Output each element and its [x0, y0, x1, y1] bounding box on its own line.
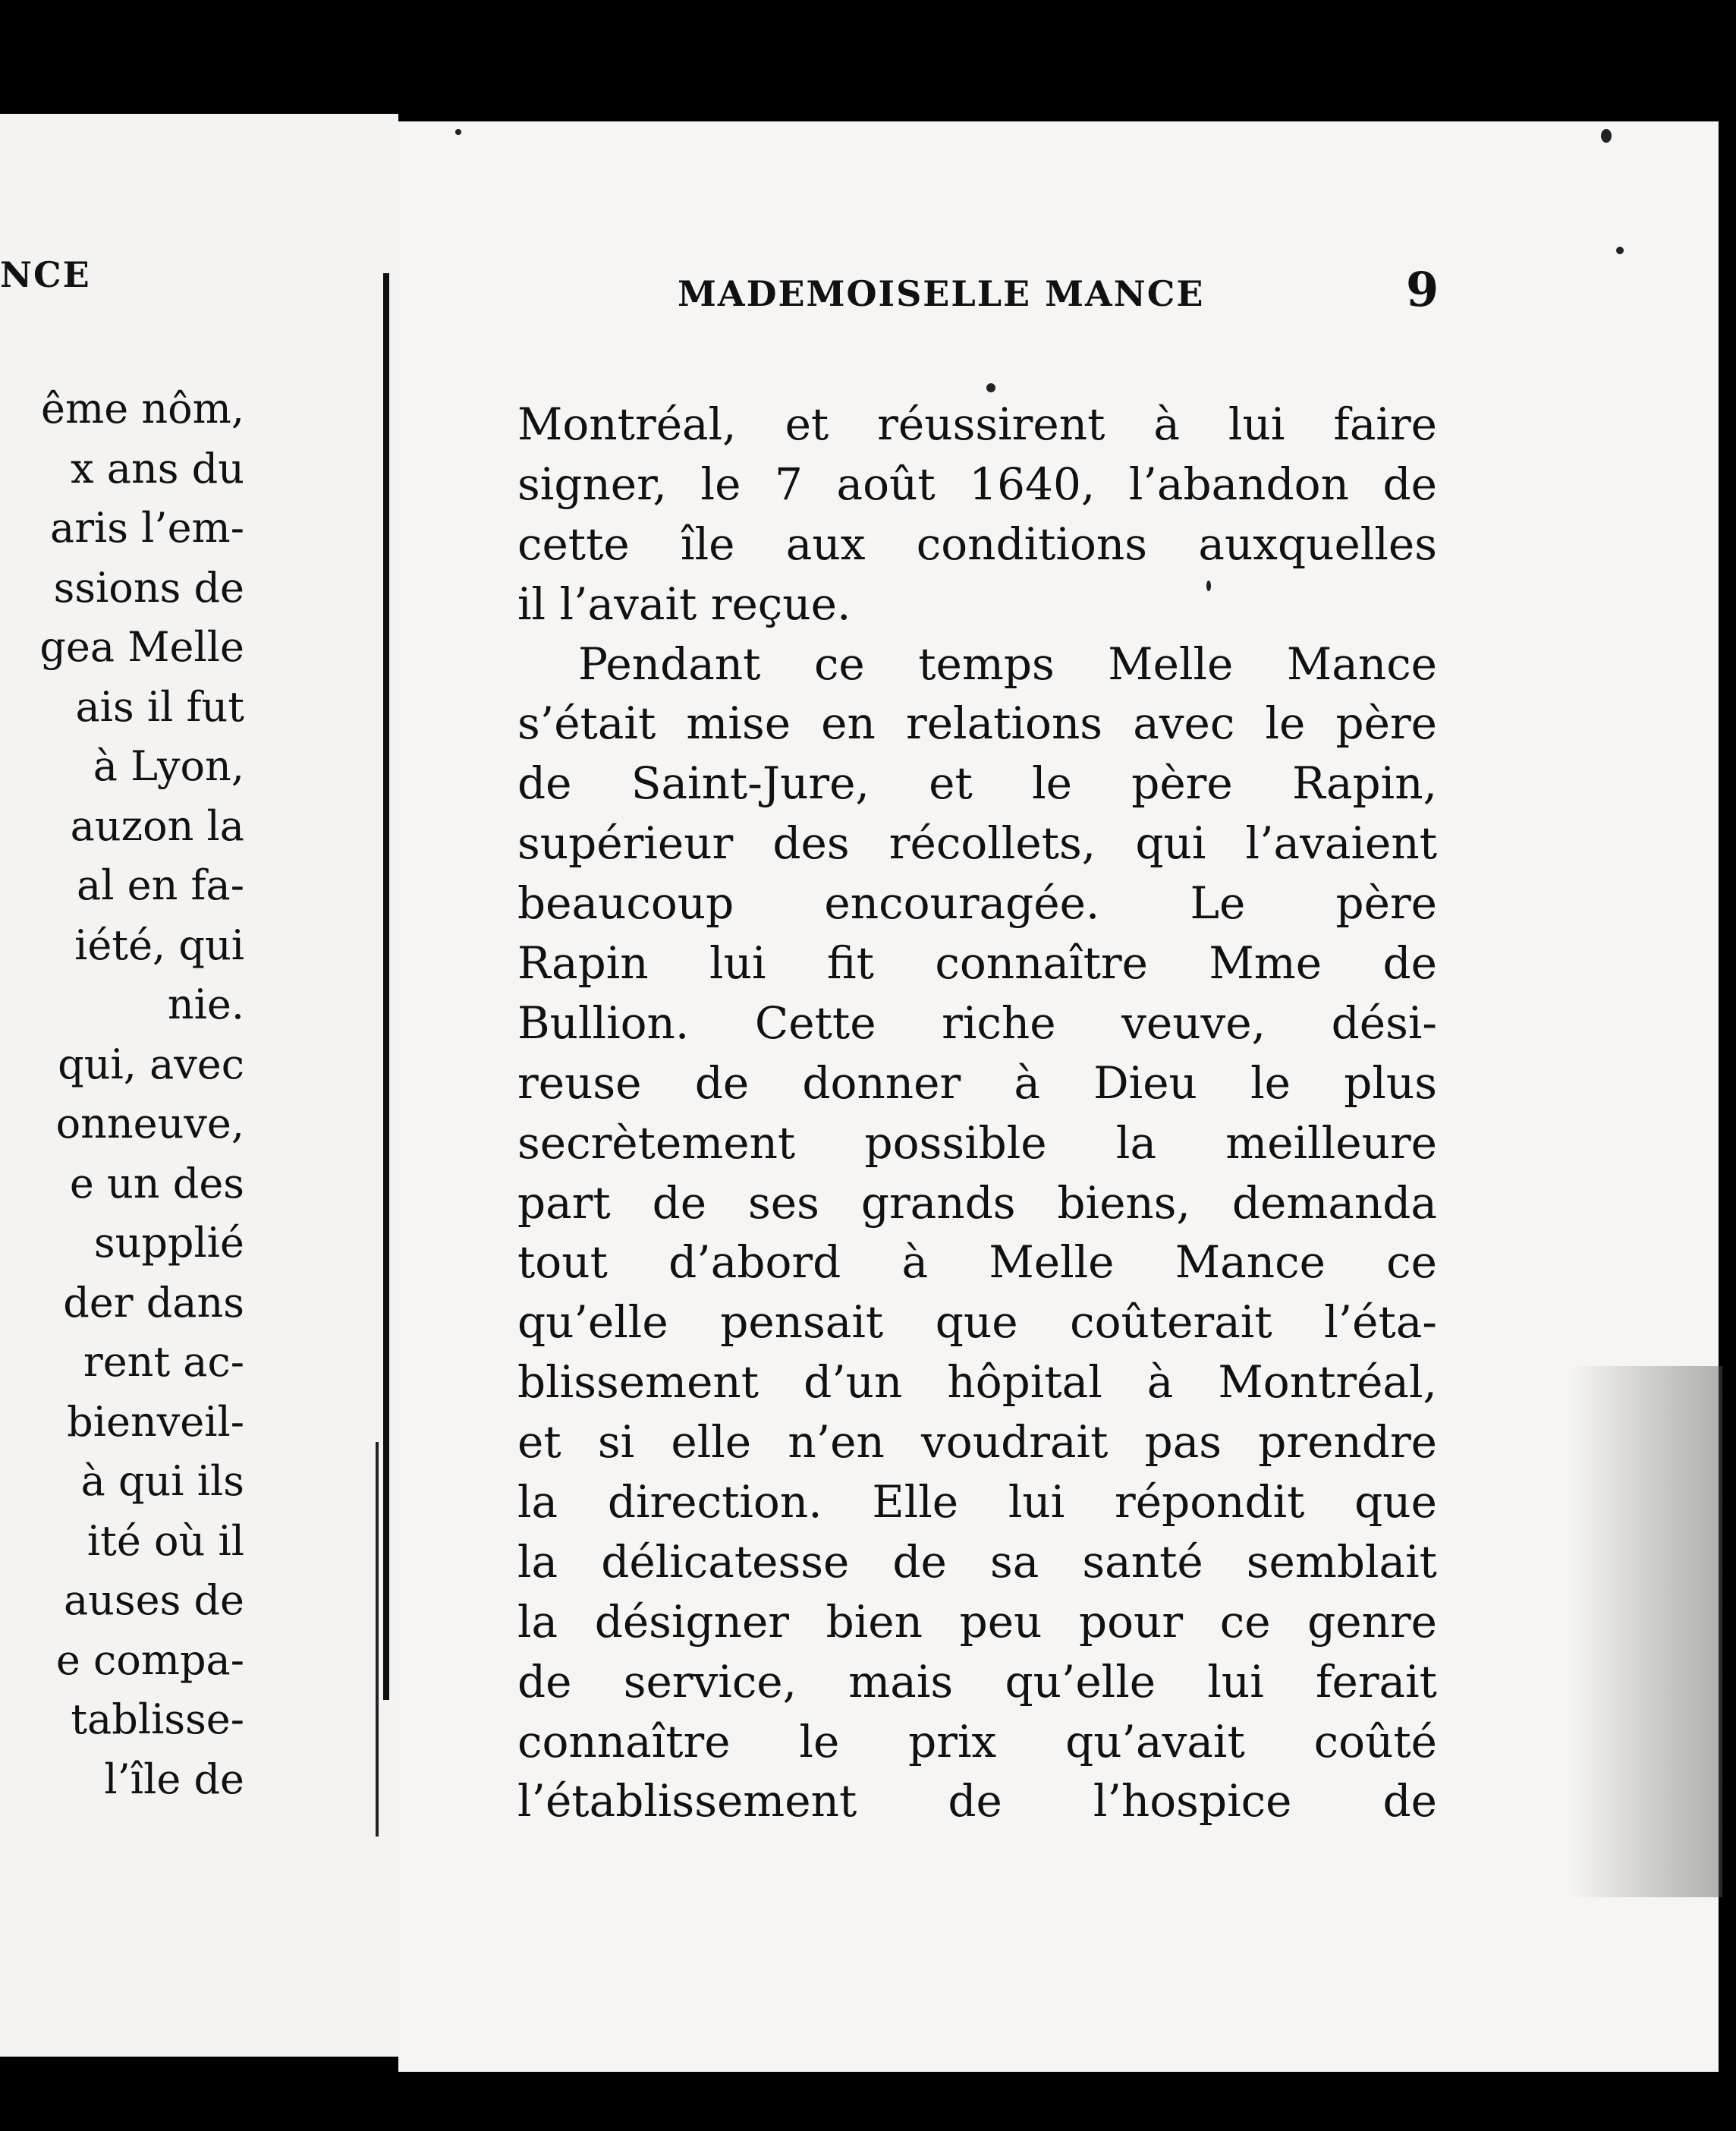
right-text-line: signer, le 7 août 1640, l’abandon de — [517, 458, 1437, 510]
left-text-line: iété, qui — [74, 921, 244, 969]
left-text-line: der dans — [63, 1278, 244, 1327]
left-running-head: NCE — [0, 254, 91, 295]
page-shadow — [1571, 1366, 1722, 1897]
left-text-line: auzon la — [70, 801, 244, 850]
right-text-line: l’établissement de l’hospice de — [517, 1775, 1437, 1827]
scan-speck — [986, 383, 995, 392]
right-text-line: il l’avait reçue. — [517, 578, 851, 630]
book-gutter — [383, 273, 389, 1700]
left-text-line: tablisse- — [71, 1695, 244, 1743]
scan-speck — [455, 129, 461, 135]
left-text-line: aris l’em- — [50, 504, 244, 552]
left-text-line: bienveil- — [67, 1397, 244, 1446]
left-text-line: supplié — [93, 1219, 244, 1267]
right-text-line: Pendant ce temps Melle Mance — [578, 637, 1437, 690]
left-text-line: x ans du — [71, 444, 244, 493]
right-text-line: Rapin lui fit connaître Mme de — [517, 937, 1437, 990]
scan-speck — [1601, 129, 1612, 143]
left-text-line: ais il fut — [75, 682, 244, 731]
left-text-line: rent ac- — [83, 1338, 244, 1386]
right-text-line: part de ses grands biens, demanda — [517, 1176, 1437, 1229]
left-text-line: ême nôm, — [41, 385, 244, 433]
left-text-line: al en fa- — [77, 861, 244, 909]
left-text-line: nie. — [167, 981, 244, 1028]
page-number: 9 — [1406, 262, 1439, 317]
right-text-line: s’était mise en relations avec le père — [517, 697, 1437, 750]
left-text-line: e un des — [69, 1159, 244, 1207]
left-text-line: à Lyon, — [93, 742, 244, 790]
right-text-line: la direction. Elle lui répondit que — [517, 1476, 1437, 1528]
left-text-line: qui, avec — [58, 1040, 244, 1088]
right-text-line: blissement d’un hôpital à Montréal, — [517, 1356, 1437, 1409]
book-gutter-lower — [376, 1442, 379, 1837]
right-text-line: tout d’abord à Melle Mance ce — [517, 1236, 1437, 1289]
right-text-line: beaucoup encouragée. Le père — [517, 877, 1437, 930]
right-text-line: Montréal, et réussirent à lui faire — [517, 398, 1437, 450]
left-text-line: à qui ils — [80, 1457, 244, 1505]
left-text-line: ité où il — [86, 1516, 244, 1565]
right-page-text — [517, 395, 1437, 1831]
left-text-line: l’île de — [104, 1755, 244, 1803]
left-text-line: auses de — [63, 1576, 244, 1624]
right-running-head: MADEMOISELLE MANCE — [678, 273, 1205, 314]
right-text-line: supérieur des récollets, qui l’avaient — [517, 817, 1437, 870]
right-text-line: de service, mais qu’elle lui ferait — [517, 1655, 1437, 1708]
right-text-line: cette île aux conditions auxquelles — [517, 518, 1437, 570]
scan-speck — [1206, 581, 1211, 591]
right-text-line: la désigner bien peu pour ce genre — [517, 1595, 1437, 1648]
left-text-line: ssions de — [53, 563, 244, 612]
right-text-line: la délicatesse de sa santé semblait — [517, 1535, 1437, 1588]
right-text-line: Bullion. Cette riche veuve, dési- — [517, 996, 1437, 1049]
right-text-line: qu’elle pensait que coûterait l’éta- — [517, 1296, 1437, 1349]
left-text-line: e compa- — [55, 1635, 244, 1684]
left-text-line: gea Melle — [39, 623, 244, 671]
left-text-line: onneuve, — [55, 1100, 244, 1147]
right-text-line: de Saint-Jure, et le père Rapin, — [517, 757, 1437, 810]
right-text-line: reuse de donner à Dieu le plus — [517, 1056, 1437, 1109]
right-text-line: connaître le prix qu’avait coûté — [517, 1715, 1437, 1767]
left-page-text — [2, 379, 244, 1809]
scan-speck — [1616, 247, 1624, 254]
right-text-line: et si elle n’en voudrait pas prendre — [517, 1416, 1437, 1468]
right-text-line: secrètement possible la meilleure — [517, 1116, 1437, 1169]
